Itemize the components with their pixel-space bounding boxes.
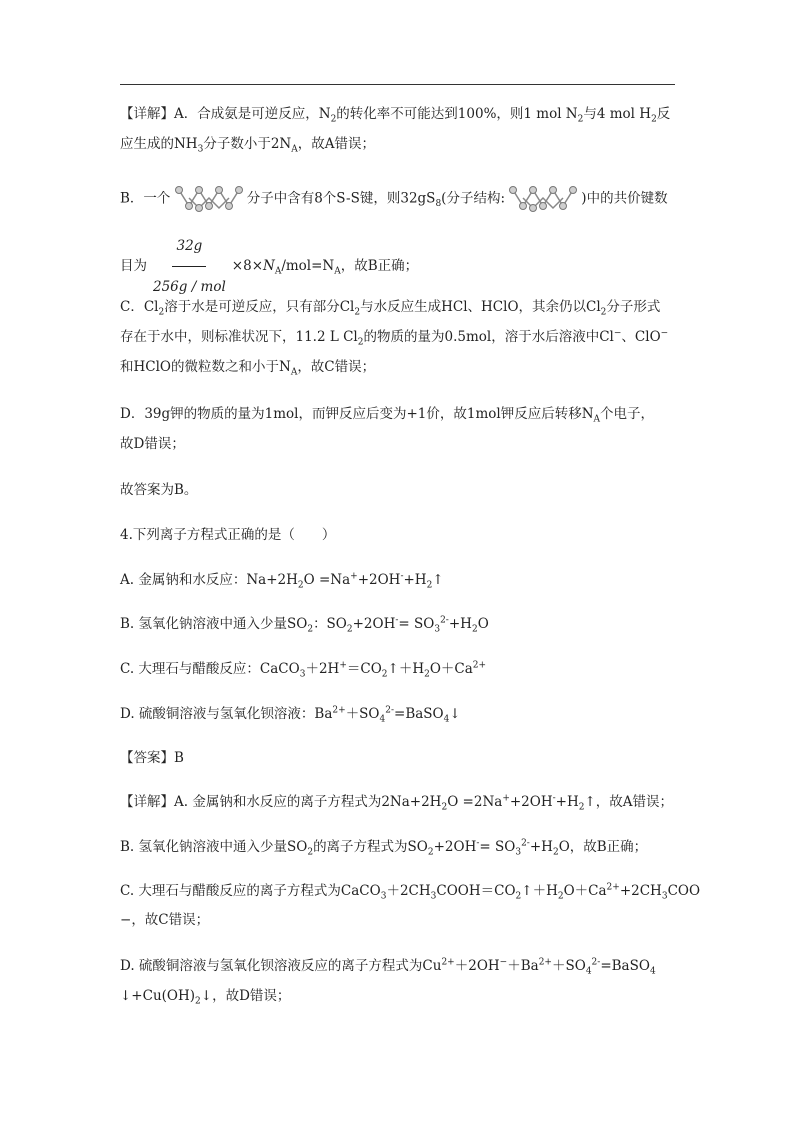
detail-line-a2: 应生成的$NH_3$分子数小于$2N_A$，故A错误； <box>120 136 375 155</box>
header-rule <box>120 84 675 85</box>
explain-a: 【详解】A. 金属钠和水反应的离子方程式为$2Na+2H_2O$ $=2Na^++2OH^-+H_2↑$，故A错误； <box>120 793 674 813</box>
detail-line-c3: 和HClO的微粒数之和小于$N_A$，故C错误； <box>120 359 376 378</box>
s8-molecule-icon <box>175 184 247 214</box>
detail-line-d2: 故D错误； <box>120 436 185 452</box>
option-d: D. 硫酸铜溶液与氢氧化钡溶液：$Ba^{2+}+SO_4^{2-}=BaSO_4↓$ <box>120 705 461 725</box>
conclusion: 故答案为B。 <box>120 482 198 498</box>
option-c: C. 大理石与醋酸反应：$CaCO_3+2H^+=CO_2↑+H_2O+Ca^{2+}$ <box>120 660 487 680</box>
detail-line-b2: 目为 $\frac{32g}{\text{256g / mol}}$ $\times 8\times N_A/mol=N_A$，故B正确； <box>120 228 418 305</box>
option-a: A. 金属钠和水反应：$Na+2H_2O$ $=Na^++2OH^-+H_2↑$ <box>120 571 444 591</box>
explain-c1: C. 大理石与醋酸反应的离子方程式为$CaCO_3+2CH_3COOH=CO_2↑+H_2O+Ca^{2+}+2CH_3COO$ <box>120 882 701 902</box>
detail-line-c2: 存在于水中，则标准状况下，11.2 L $Cl_2$的物质的量为0.5mol，溶于水后溶液中Cl−、ClO− <box>120 328 669 348</box>
explain-c2: −，故C错误； <box>120 912 210 928</box>
detail-line-d1: D．39g钾的物质的量为1mol，而钾反应后变为+1价，故1mol钾反应后转移$N_A$个电子， <box>120 406 655 425</box>
detail-line-b1: B．一个 分子中含有8个S-S键，则$32gS_8$(分子结构: )中的共价键数 <box>120 184 668 214</box>
s8-structure-icon <box>509 184 581 214</box>
option-b: B. 氢氧化钠溶液中通入少量$SO_2$：$SO_2+2OH^-= SO_3^{2-}+H_2O$ <box>120 615 489 635</box>
detail-line-a1: 【详解】A．合成氨是可逆反应，$N_2$的转化率不可能达到100%，则1 mol $N_2$与4 mol $H_2$反 <box>120 106 671 125</box>
explain-d2: $↓+Cu(OH)_2↓$，故D错误； <box>120 988 291 1007</box>
question-4: 4.下列离子方程式正确的是（ ） <box>120 527 336 543</box>
explain-d1: D. 硫酸铜溶液与氢氧化钡溶液反应的离子方程式为$Cu^{2+}+2OH^-+Ba^{2+}+SO_4^{2-}=BaSO_4$ <box>120 957 656 977</box>
answer-line: 【答案】B <box>120 750 184 766</box>
detail-line-c1: C．$Cl_2$溶于水是可逆反应，只有部分$Cl_2$与水反应生成HCl、HClO，其余仍以$Cl_2$分子形式 <box>120 299 661 318</box>
fraction: $\frac{32g}{\text{256g / mol}}$ <box>149 228 230 305</box>
explain-b: B. 氢氧化钠溶液中通入少量$SO_2$的离子方程式为$SO_2+2OH^-= SO_3^{2-}+H_2O$，故B正确； <box>120 838 648 858</box>
